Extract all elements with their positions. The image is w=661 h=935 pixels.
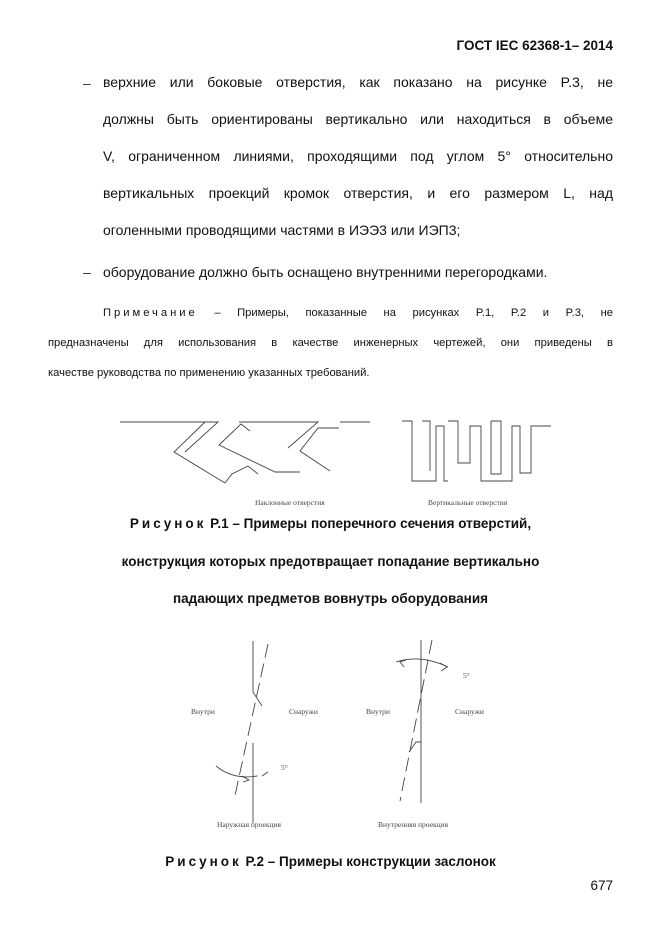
inside-label: Внутри [191,707,215,716]
vertical-openings-segment [448,421,551,481]
standard-header: ГОСТ IEC 62368-1– 2014 [456,38,613,53]
vertical-openings-segment [402,421,448,481]
inclined-openings-label: Наклонные отверстия [255,498,325,507]
list-item-1-line: верхние или боковые отверстия, как показано на рисунке P.3, не [103,74,613,90]
inside-label: Внутри [366,707,390,716]
note-line-2: предназначены для использования в качестве инженерных чертежей, они приведены в [48,337,613,349]
list-item-1-line: должны быть ориентированы вертикально или находиться в объеме [103,111,613,127]
angle-label: 5° [463,671,470,680]
note-line-1-text: – Примеры, показанные на рисунках P.1, P.2 и P.3, не [197,307,613,319]
inclined-lower-segment [174,422,225,483]
list-item-1-line: вертикальных проекций кромок отверстия, и его размером L, над [103,185,613,201]
figure-1-caption-line-3: падающих предметов вовнутрь оборудования [173,591,488,606]
list-item-2: оборудование должно быть оснащено внутренними перегородками. [103,264,548,280]
figure-2-caption-text: P.2 – Примеры конструкции заслонок [241,854,496,869]
angle-arc [216,766,257,777]
list-item-1-line: оголенными проводящими частями в ИЭЭ3 или ИЭП3; [103,222,461,238]
vertical-openings-label: Вертикальные отверстия [428,498,508,507]
angle-label: 5° [281,763,288,772]
inclined-lower-segment [300,428,339,471]
list-dash: – [83,264,91,280]
vertical-openings-segment [491,421,501,474]
figure-2-caption [48,854,613,869]
projection-line-dashed [400,640,432,801]
figure-1-caption-word: Рисунок [129,516,207,531]
inclined-lower-segment [219,424,300,472]
inner-projection-label: Внутренняя проекция [378,820,449,829]
vertical-openings-segment [422,421,430,471]
inclined-lower-segment [248,466,258,474]
list-item-1-line: V, ограниченном линиями, проходящими под углом 5° относительно [103,148,613,164]
inclined-upper-segment [120,422,218,452]
figure-2-caption-word: Рисунок [165,854,242,869]
figure-2-left-drawing [216,641,268,823]
figure-1-caption-line-1 [48,516,613,531]
outside-label: Снаружи [455,707,484,716]
outside-label: Снаружи [289,707,318,716]
inclined-lower-segment [225,466,248,483]
list-dash: – [83,75,91,91]
note-line-3: качестве руководства по применению указанных требований. [48,367,370,379]
figure-2-right-drawing [396,640,448,803]
page-number: 677 [590,878,613,893]
angle-arc-tick [262,772,268,776]
outer-projection-label: Наружная проекция [217,820,281,829]
figure-1-caption-line-2: конструкция которых предотвращает попадание вертикально [121,554,540,569]
inclined-upper-segment [239,422,318,448]
note-label: Примечание [103,307,198,319]
shutter-wall-upper [253,641,262,706]
figure-1-caption-text: P.1 – Примеры поперечного сечения отверстий, [206,516,532,531]
